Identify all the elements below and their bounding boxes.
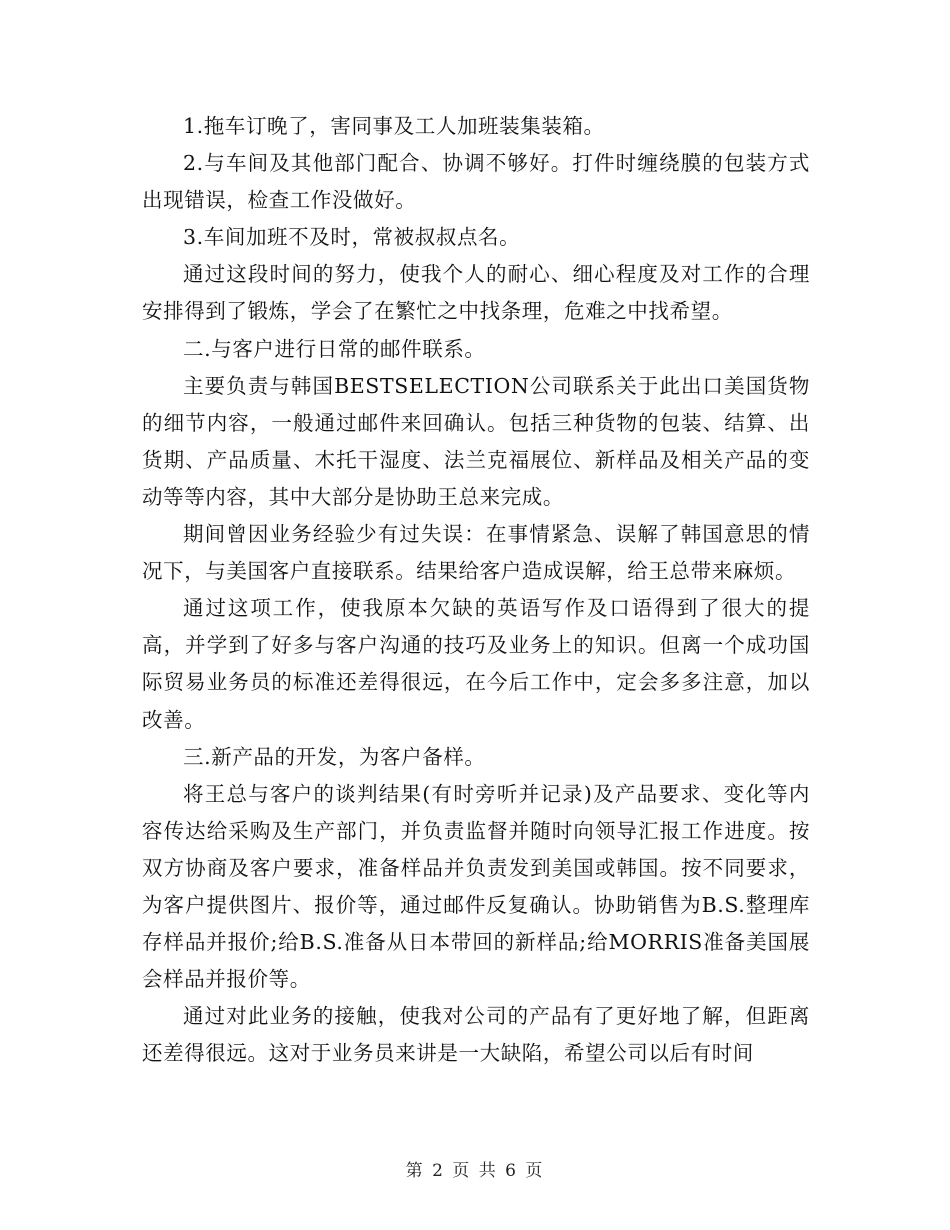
- paragraph-email-mistake: 期间曾因业务经验少有过失误：在事情紧急、误解了韩国意思的情况下，与美国客户直接联系。结果给客户造成误解，给王总带来麻烦。: [142, 522, 810, 584]
- paragraph-email-duties: 主要负责与韩国BESTSELECTION公司联系关于此出口美国货物的细节内容，一般通过邮件来回确认。包括三种货物的包装、结算、出货期、产品质量、木托干湿度、法兰克福展位、新样品及相关产品的变动等等内容，其中大部分是协助王总来完成。: [142, 373, 810, 509]
- section-heading-email-contact: 二.与客户进行日常的邮件联系。: [183, 336, 486, 361]
- page-footer: 第 2 页 共 6 页: [405, 1161, 545, 1181]
- paragraph-email-summary: 通过这项工作，使我原本欠缺的英语写作及口语得到了很大的提高，并学到了好多与客户沟通的技巧及业务上的知识。但离一个成功国际贸易业务员的标准还差得很远，在今后工作中，定会多多注意，加以改善。: [142, 596, 810, 732]
- paragraph-issue-3: 3.车间加班不及时，常被叔叔点名。: [183, 225, 521, 250]
- paragraph-new-products-duties: 将王总与客户的谈判结果(有时旁听并记录)及产品要求、变化等内容传达给采购及生产部门，并负责监督并随时向领导汇报工作进度。按双方协商及客户要求，准备样品并负责发到美国或韩国。按不同要求，为客户提供图片、报价等，通过邮件反复确认。协助销售为B.S.整理库存样品并报价;给B.S.准备从日本带回的新样品;给MORRIS准备美国展会样品并报价等。: [142, 781, 810, 992]
- section-heading-new-products: 三.新产品的开发，为客户备样。: [183, 744, 486, 769]
- document-body: [142, 108, 810, 1072]
- paragraph-new-products-summary: 通过对此业务的接触，使我对公司的产品有了更好地了解，但距离还差得很远。这对于业务员来讲是一大缺陷，希望公司以后有时间: [142, 1004, 810, 1066]
- paragraph-issue-1: 1.拖车订晚了，害同事及工人加班装集装箱。: [183, 114, 605, 138]
- paragraph-summary-1: 通过这段时间的努力，使我个人的耐心、细心程度及对工作的合理安排得到了锻炼，学会了在繁忙之中找条理，危难之中找希望。: [142, 262, 810, 324]
- paragraph-issue-2: 2.与车间及其他部门配合、协调不够好。打件时缠绕膜的包装方式出现错误，检查工作没做好。: [142, 151, 810, 213]
